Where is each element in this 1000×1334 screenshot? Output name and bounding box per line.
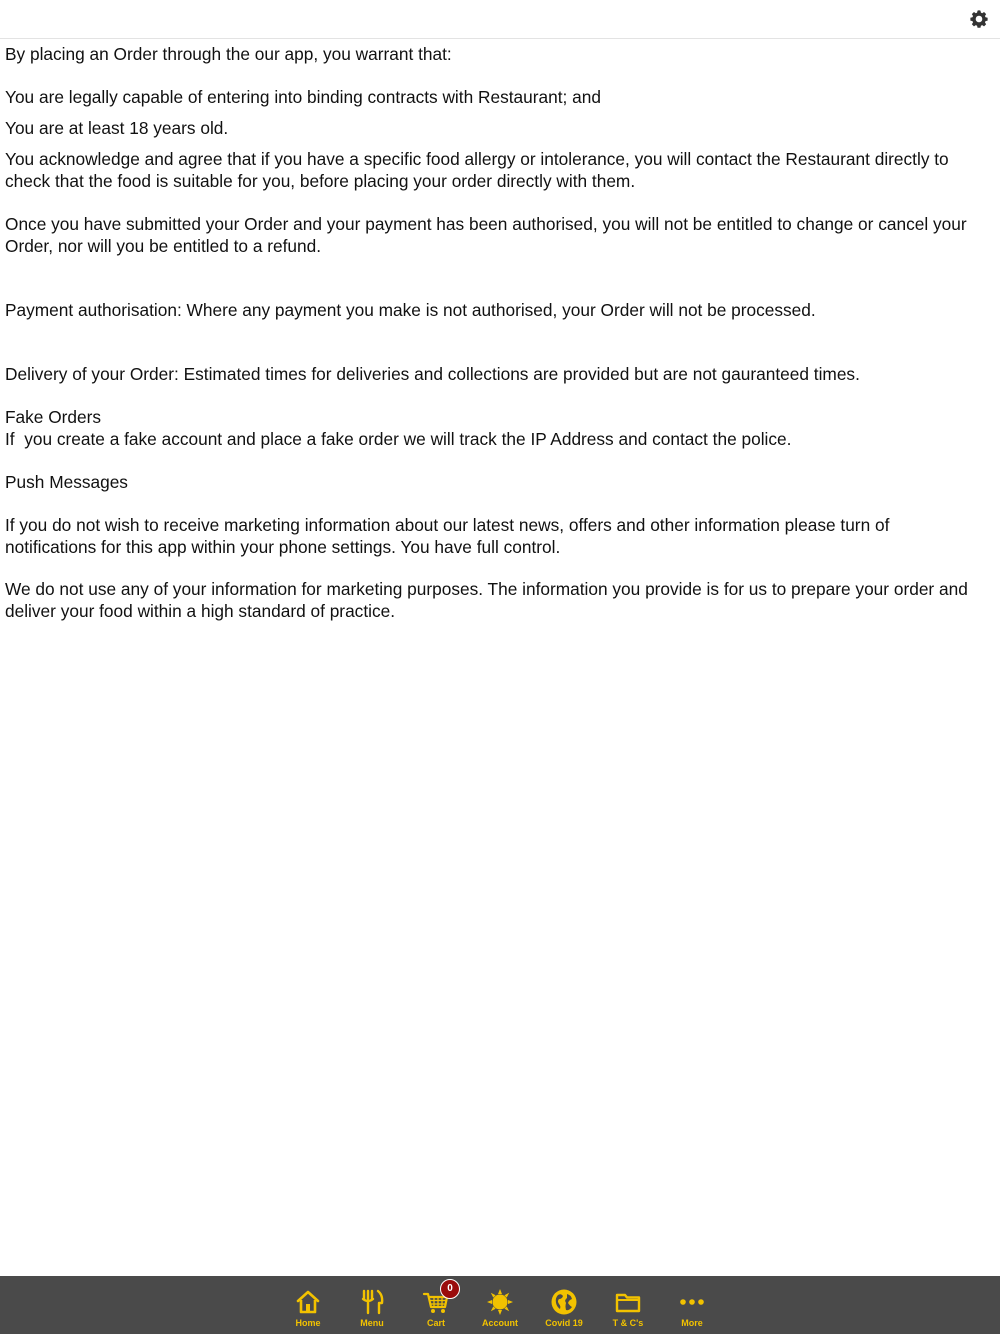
tab-label: Menu bbox=[360, 1318, 384, 1328]
terms-paragraph: If you do not wish to receive marketing information about our latest news, offers and other information please turn of notifications for this app within your phone settings. You have full control. bbox=[5, 515, 895, 557]
terms-paragraph: Delivery of your Order: Estimated times for deliveries and collections are provided but are not gauranteed times. bbox=[5, 364, 860, 384]
terms-paragraph: You are at least 18 years old. bbox=[5, 118, 229, 138]
fork-knife-icon bbox=[358, 1288, 386, 1316]
terms-paragraph: By placing an Order through the our app, you warrant that: bbox=[5, 44, 452, 64]
terms-paragraph: Once you have submitted your Order and your payment has been authorised, you will not be entitled to change or cancel your Order, nor will you be entitled to a refund. bbox=[5, 214, 972, 256]
tab-label: Account bbox=[482, 1318, 518, 1328]
tab-terms[interactable] bbox=[596, 1276, 660, 1334]
terms-paragraph: We do not use any of your information for marketing purposes. The information you provide is for us to prepare your order and deliver your food within a high standard of practice. bbox=[5, 579, 973, 621]
tab-home[interactable] bbox=[276, 1276, 340, 1334]
cart-count-badge: 0 bbox=[440, 1279, 460, 1299]
tab-covid-19[interactable] bbox=[532, 1276, 596, 1334]
home-icon bbox=[294, 1288, 322, 1316]
globe-icon bbox=[550, 1288, 578, 1316]
tab-more[interactable] bbox=[660, 1276, 724, 1334]
tab-label: Home bbox=[295, 1318, 321, 1328]
bottom-tab-bar bbox=[0, 1276, 1000, 1334]
top-bar bbox=[0, 0, 1000, 39]
tab-label: Cart bbox=[426, 1318, 445, 1328]
tab-label: Covid 19 bbox=[545, 1318, 583, 1328]
terms-paragraph: If you create a fake account and place a fake order we will track the IP Address and contact the police. bbox=[5, 429, 792, 449]
gear-icon[interactable] bbox=[968, 8, 990, 30]
tab-account[interactable] bbox=[468, 1276, 532, 1334]
terms-paragraph: You are legally capable of entering into binding contracts with Restaurant; and bbox=[5, 87, 601, 107]
section-heading: Push Messages bbox=[5, 472, 128, 492]
terms-paragraph: Payment authorisation: Where any payment you make is not authorised, your Order will not be processed. bbox=[5, 300, 816, 320]
tab-menu[interactable] bbox=[340, 1276, 404, 1334]
sun-gear-icon bbox=[486, 1288, 514, 1316]
more-dots-icon bbox=[678, 1288, 706, 1316]
section-heading: Fake Orders bbox=[5, 407, 102, 427]
tab-cart[interactable] bbox=[404, 1276, 468, 1334]
terms-paragraph: You acknowledge and agree that if you have a specific food allergy or intolerance, you will contact the Restaurant directly to check that the food is suitable for you, before placing your order directly with them. bbox=[5, 149, 954, 191]
tab-label: T & C's bbox=[612, 1318, 644, 1328]
folder-icon bbox=[614, 1288, 642, 1316]
tab-label: More bbox=[681, 1318, 703, 1328]
